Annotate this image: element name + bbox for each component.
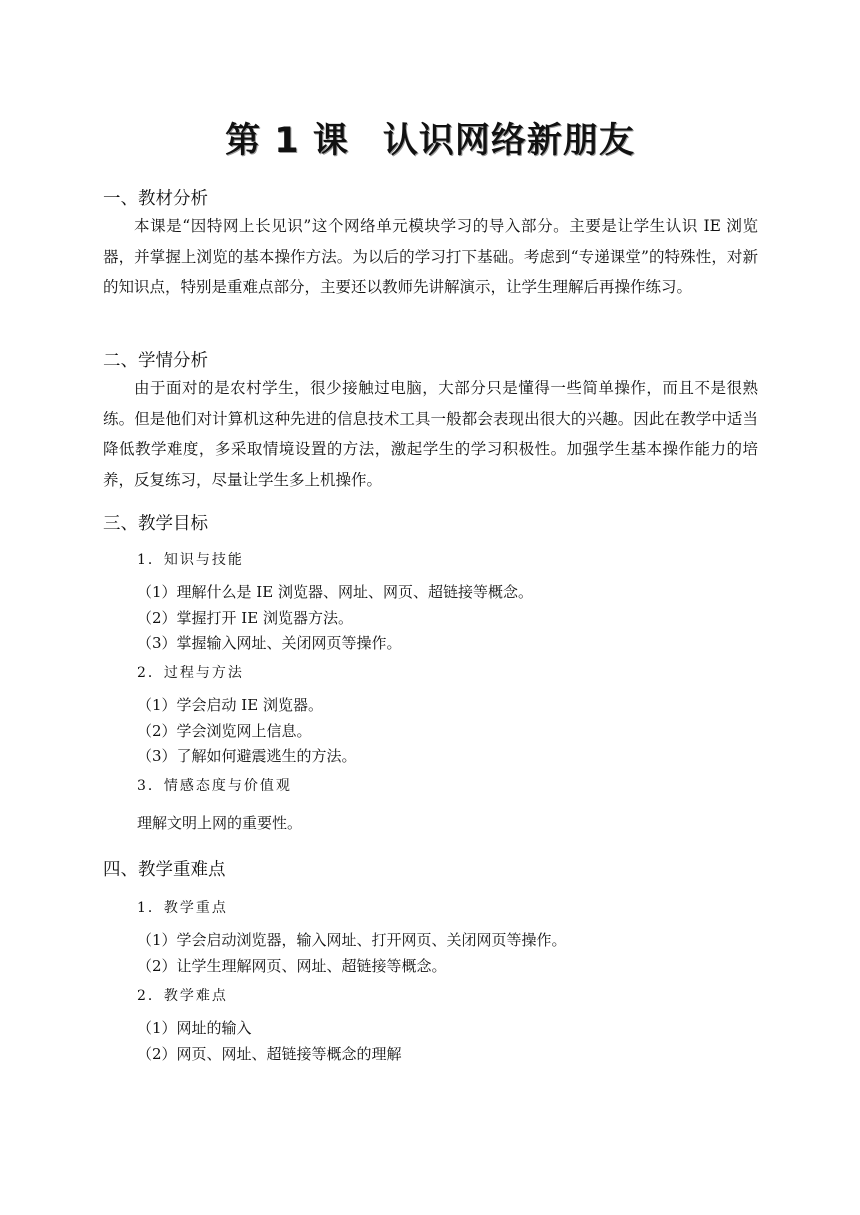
section-heading-4: 四、教学重难点 xyxy=(103,860,226,880)
lesson-number: 第 1 课 xyxy=(225,121,349,161)
subsection-label: 2．教学难点 xyxy=(137,988,228,1004)
page-title xyxy=(0,113,860,163)
list-item: （1）学会启动 IE 浏览器。 xyxy=(137,696,323,714)
list-item: （3）掌握输入网址、关闭网页等操作。 xyxy=(137,634,402,652)
list-item: （1）理解什么是 IE 浏览器、网址、网页、超链接等概念。 xyxy=(137,583,533,601)
lesson-name: 认识网络新朋友 xyxy=(382,121,635,161)
list-item: （3）了解如何避震逃生的方法。 xyxy=(137,747,357,765)
subsection-label: 2．过程与方法 xyxy=(137,665,244,681)
section-heading-2: 二、学情分析 xyxy=(103,351,208,371)
section-heading-3: 三、教学目标 xyxy=(103,514,208,534)
list-item: （2）掌握打开 IE 浏览器方法。 xyxy=(137,609,353,627)
list-item: （2）让学生理解网页、网址、超链接等概念。 xyxy=(137,957,447,975)
list-item: （2）网页、网址、超链接等概念的理解 xyxy=(137,1045,402,1063)
list-item: （1）学会启动浏览器，输入网址、打开网页、关闭网页等操作。 xyxy=(137,931,567,949)
list-item: （1）网址的输入 xyxy=(137,1019,252,1037)
section-paragraph-1: 本课是“因特网上长见识”这个网络单元模块学习的导入部分。主要是让学生认识 IE 浏览器，并掌握上浏览的基本操作方法。为以后的学习打下基础。考虑到“专递课堂”的特殊性，对新的知识点，特别是重难点部分，主要还以教师先讲解演示，让学生理解后再操作练习。 xyxy=(103,217,758,296)
subsection-label: 1．知识与技能 xyxy=(137,552,244,568)
subsection-label: 1．教学重点 xyxy=(137,900,228,916)
section-paragraph-2: 由于面对的是农村学生，很少接触过电脑，大部分只是懂得一些简单操作，而且不是很熟练。但是他们对计算机这种先进的信息技术工具一般都会表现出很大的兴趣。因此在教学中适当降低教学难度，多采取情境设置的方法，激起学生的学习积极性。加强学生基本操作能力的培养，反复练习，尽量让学生多上机操作。 xyxy=(103,379,758,489)
list-item: （2）学会浏览网上信息。 xyxy=(137,722,312,740)
section-heading-1: 一、教材分析 xyxy=(103,189,208,209)
subsection-label: 3．情感态度与价值观 xyxy=(137,778,292,794)
list-item: 理解文明上网的重要性。 xyxy=(137,814,303,832)
